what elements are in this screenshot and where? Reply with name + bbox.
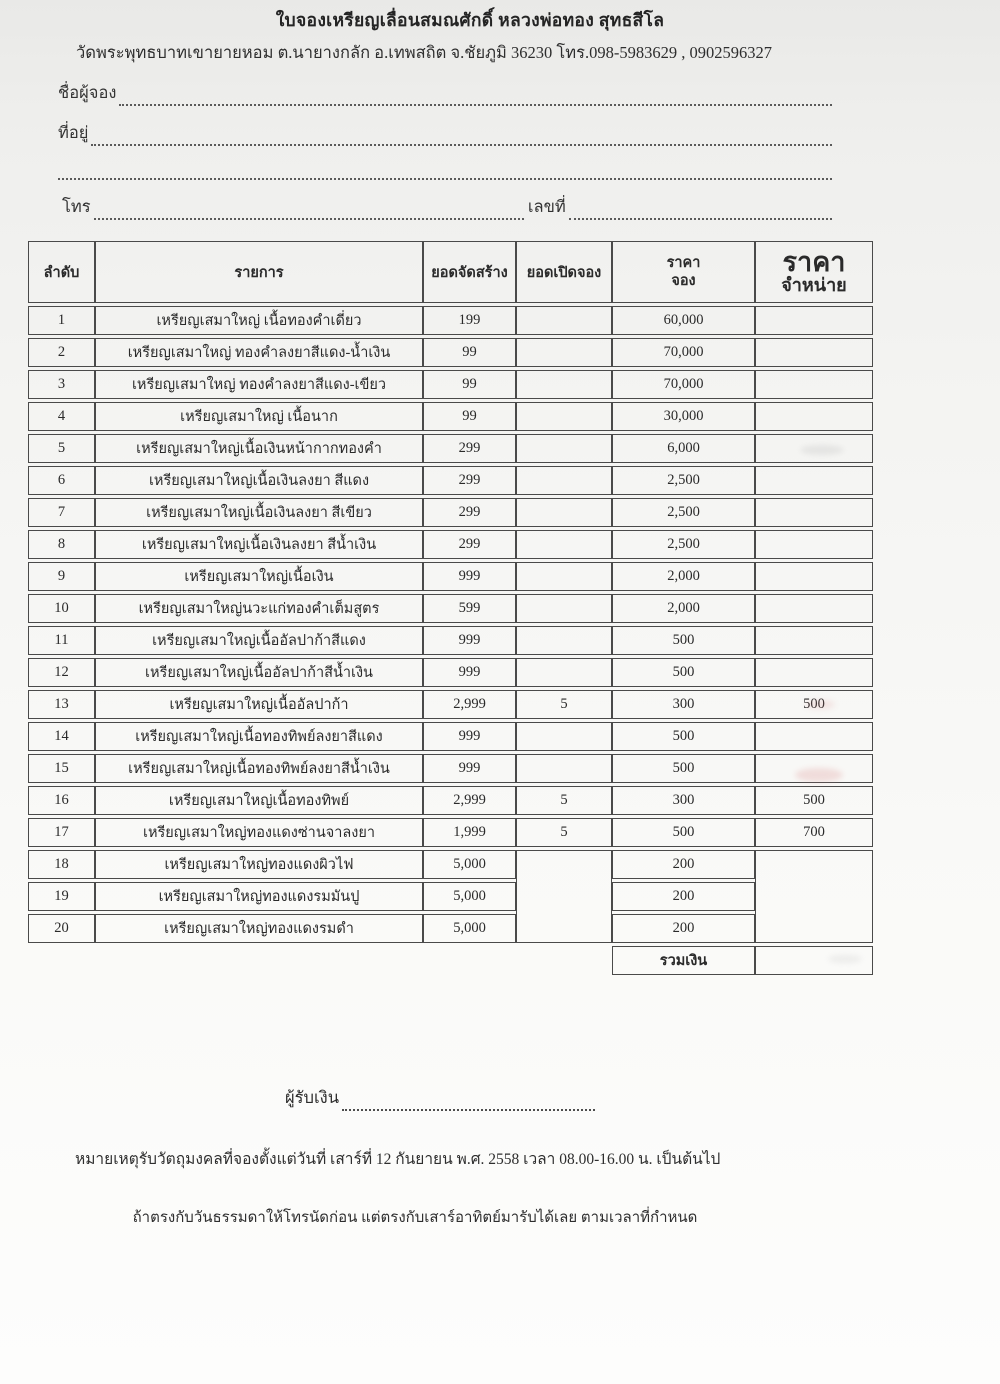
sale-price: 700 [755,818,873,847]
item-name: เหรียญเสมาใหญ่ ทองคำลงยาสีแดง-น้ำเงิน [95,338,423,367]
produced-count: 5,000 [423,850,516,879]
item-name: เหรียญเสมาใหญ่เนื้ออัลปาก้าสีแดง [95,626,423,655]
produced-count: 299 [423,434,516,463]
orderer-name-field [58,80,832,106]
item-name: เหรียญเสมาใหญ่เนื้อทองทิพย์ลงยาสีแดง [95,722,423,751]
table-row [28,658,873,687]
produced-count: 2,999 [423,786,516,815]
item-name: เหรียญเสมาใหญ่เนื้อทองทิพย์ [95,786,423,815]
item-name: เหรียญเสมาใหญ่เนื้ออัลปาก้า [95,690,423,719]
booking-price: 2,000 [612,562,755,591]
table-row [28,338,873,367]
booking-price: 2,500 [612,466,755,495]
row-no: 15 [28,754,95,783]
column-header-booking-price [612,241,755,303]
orderer-name-label: ชื่อผู้จอง [58,83,117,102]
row-no: 11 [28,626,95,655]
table-row [28,466,873,495]
booking-price: 200 [612,882,755,911]
item-name: เหรียญเสมาใหญ่ทองแดงรมมันปู [95,882,423,911]
open-booking-count: 5 [516,818,612,847]
table-row [28,690,873,719]
row-no: 16 [28,786,95,815]
item-name: เหรียญเสมาใหญ่เนื้อเงิน [95,562,423,591]
address-field [58,120,832,146]
row-no: 3 [28,370,95,399]
address-continuation-blank-line [58,162,832,180]
open-booking-count [516,850,612,943]
total-row [28,946,873,975]
sale-price-word1: ราคา [782,246,846,277]
produced-count: 299 [423,530,516,559]
table-row [28,498,873,527]
table-row [28,882,873,911]
produced-count: 999 [423,722,516,751]
sale-price [755,498,873,527]
open-booking-count: 5 [516,786,612,815]
row-no: 13 [28,690,95,719]
open-booking-count [516,338,612,367]
money-receiver-label: ผู้รับเงิน [285,1088,339,1107]
item-name: เหรียญเสมาใหญ่ทองแดงรมดำ [95,914,423,943]
booking-price: 500 [612,722,755,751]
row-no: 4 [28,402,95,431]
row-no: 14 [28,722,95,751]
sale-price [755,754,873,783]
open-booking-count: 5 [516,690,612,719]
open-booking-count [516,370,612,399]
row-no: 19 [28,882,95,911]
table-row [28,434,873,463]
sale-price [755,402,873,431]
orderer-name-blank-line [119,88,832,106]
sale-price [755,370,873,399]
page-title: ใบจองเหรียญเลื่อนสมณศักดิ์ หลวงพ่อทอง สุทธสีโล [275,10,665,30]
item-name: เหรียญเสมาใหญ่ทองแดงซ่านจาลงยา [95,818,423,847]
sale-price [755,434,873,463]
table-row [28,818,873,847]
temple-address-line: วัดพระพุทธบาทเขายายหอม ต.นายางกลัก อ.เทพสถิต จ.ชัยภูมิ 36230 โทร.098-5983629 , 0902596327 [76,43,773,62]
booking-price: 2,500 [612,530,755,559]
total-amount-label: รวมเงิน [612,946,755,975]
table-row [28,722,873,751]
open-booking-count [516,562,612,591]
produced-count: 999 [423,562,516,591]
open-booking-count [516,754,612,783]
open-booking-count [516,434,612,463]
booking-price: 6,000 [612,434,755,463]
sale-price [755,658,873,687]
sale-price [755,466,873,495]
row-no: 1 [28,306,95,335]
produced-count: 999 [423,658,516,687]
row-no: 18 [28,850,95,879]
sale-price [755,626,873,655]
item-name: เหรียญเสมาใหญ่ทองแดงผิวไฟ [95,850,423,879]
booking-price: 300 [612,690,755,719]
produced-count: 999 [423,754,516,783]
item-name: เหรียญเสมาใหญ่เนื้อเงินลงยา สีน้ำเงิน [95,530,423,559]
booking-price: 60,000 [612,306,755,335]
produced-count: 299 [423,466,516,495]
total-row-spacer [28,946,612,975]
table-row [28,530,873,559]
open-booking-count [516,306,612,335]
booking-price-word1: ราคา [666,254,701,271]
money-receiver-blank-line [342,1093,595,1111]
produced-count: 5,000 [423,882,516,911]
money-receiver-field [285,1085,595,1111]
table-row [28,306,873,335]
produced-count: 199 [423,306,516,335]
row-no: 2 [28,338,95,367]
row-no: 8 [28,530,95,559]
produced-count: 1,999 [423,818,516,847]
booking-price: 2,500 [612,498,755,527]
booking-price: 200 [612,850,755,879]
phone-number-field [62,194,832,220]
row-no: 10 [28,594,95,623]
weekday-note: ถ้าตรงกับวันธรรมดาให้โทรนัดก่อน แต่ตรงกับเสาร์อาทิตย์มารับได้เลย ตามเวลาที่กำหนด [132,1210,698,1226]
form-number-blank-line [569,202,832,220]
sale-price [755,850,873,943]
booking-price: 200 [612,914,755,943]
table-row [28,754,873,783]
order-table-body [28,306,873,943]
open-booking-count [516,498,612,527]
row-no: 5 [28,434,95,463]
address-label: ที่อยู่ [58,123,89,142]
produced-count: 999 [423,626,516,655]
phone-label: โทร [62,197,91,216]
produced-count: 99 [423,402,516,431]
item-name: เหรียญเสมาใหญ่นวะแก่ทองคำเต็มสูตร [95,594,423,623]
row-no: 7 [28,498,95,527]
produced-count: 299 [423,498,516,527]
item-name: เหรียญเสมาใหญ่เนื้อทองทิพย์ลงยาสีน้ำเงิน [95,754,423,783]
table-row [28,626,873,655]
table-row [28,594,873,623]
booking-price: 500 [612,754,755,783]
sale-price [755,338,873,367]
item-name: เหรียญเสมาใหญ่ เนื้อนาก [95,402,423,431]
item-name: เหรียญเสมาใหญ่เนื้ออัลปาก้าสีน้ำเงิน [95,658,423,687]
table-row [28,850,873,879]
booking-price-word2: จอง [671,273,696,289]
sale-price [755,562,873,591]
open-booking-count [516,402,612,431]
item-name: เหรียญเสมาใหญ่เนื้อเงินหน้ากากทองคำ [95,434,423,463]
open-booking-count [516,594,612,623]
booking-price: 70,000 [612,338,755,367]
row-no: 12 [28,658,95,687]
table-row [28,914,873,943]
row-no: 9 [28,562,95,591]
open-booking-count [516,530,612,559]
item-name: เหรียญเสมาใหญ่เนื้อเงินลงยา สีเขียว [95,498,423,527]
sale-price-word2: จำหน่าย [781,274,847,295]
booking-price: 2,000 [612,594,755,623]
item-name: เหรียญเสมาใหญ่ เนื้อทองคำเดี่ยว [95,306,423,335]
open-booking-count [516,626,612,655]
open-booking-count [516,466,612,495]
produced-count: 2,999 [423,690,516,719]
open-booking-count [516,722,612,751]
table-row [28,562,873,591]
produced-count: 599 [423,594,516,623]
sale-price [755,306,873,335]
row-no: 17 [28,818,95,847]
produced-count: 99 [423,338,516,367]
item-name: เหรียญเสมาใหญ่ ทองคำลงยาสีแดง-เขียว [95,370,423,399]
booking-price: 500 [612,658,755,687]
table-row [28,402,873,431]
form-number-label: เลขที่ [527,197,566,216]
sale-price: 500 [755,690,873,719]
booking-price: 500 [612,818,755,847]
address-blank-line [91,128,832,146]
produced-count: 99 [423,370,516,399]
phone-blank-line [94,202,524,220]
sale-price [755,722,873,751]
row-no: 6 [28,466,95,495]
column-header-open-booking: ยอดเปิดจอง [516,241,612,303]
produced-count: 5,000 [423,914,516,943]
sale-price: 500 [755,786,873,815]
booking-price: 70,000 [612,370,755,399]
sale-price [755,594,873,623]
total-amount-cell [755,946,873,975]
booking-price: 30,000 [612,402,755,431]
address-continuation-field [58,162,832,180]
table-header-row [28,241,873,303]
sale-price [755,530,873,559]
booking-price: 500 [612,626,755,655]
column-header-item: รายการ [95,241,423,303]
column-header-sale-price [755,241,873,303]
table-row [28,786,873,815]
column-header-no: ลำดับ [28,241,95,303]
column-header-produced: ยอดจัดสร้าง [423,241,516,303]
item-name: เหรียญเสมาใหญ่เนื้อเงินลงยา สีแดง [95,466,423,495]
order-table [28,238,873,978]
booking-price: 300 [612,786,755,815]
pickup-note: หมายเหตุรับวัตถุมงคลที่จองตั้งแต่วันที่ เสาร์ที่ 12 กันยายน พ.ศ. 2558 เวลา 08.00-16.00 น. เป็นต้นไป [75,1151,721,1168]
table-row [28,370,873,399]
open-booking-count [516,658,612,687]
row-no: 20 [28,914,95,943]
